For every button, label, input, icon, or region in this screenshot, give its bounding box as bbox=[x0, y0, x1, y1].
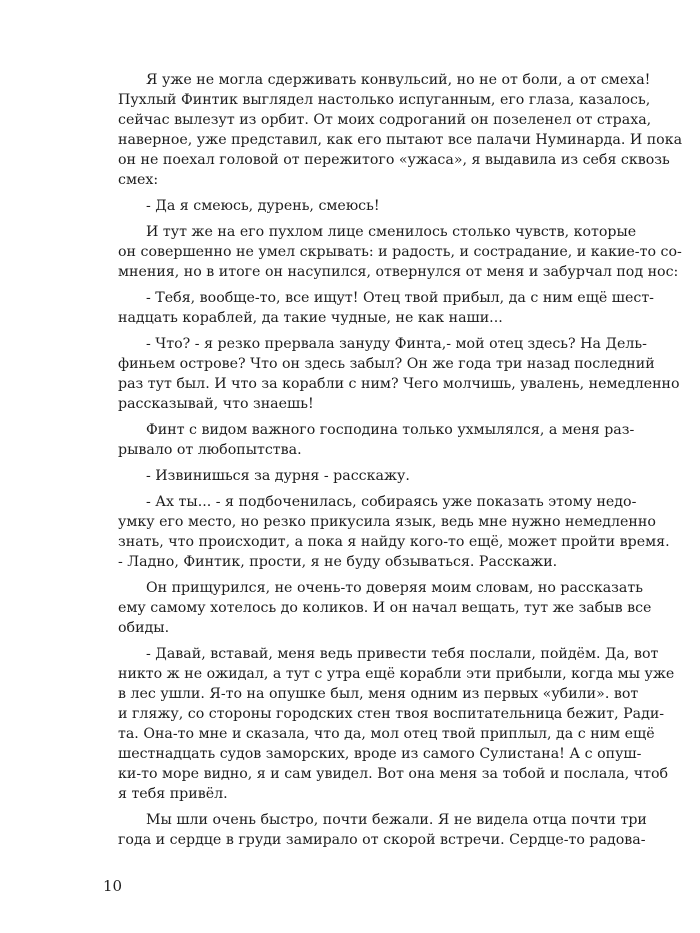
text-line: - Да я смеюсь, дурень, смеюсь! bbox=[146, 198, 380, 214]
text-line: он совершенно не умел скрывать: и радость, и сострадание, и какие-то со- bbox=[118, 244, 682, 260]
text-line: знать, что происходит, а пока я найду кого-то ещё, может пройти время. bbox=[118, 534, 670, 550]
text-line: в лес ушли. Я-то на опушке был, меня одним из первых «убили». вот bbox=[118, 686, 639, 702]
text-line: финьем острове? Что он здесь забыл? Он же года три назад последний bbox=[118, 356, 655, 372]
text-line: шестнадцать судов заморских, вроде из самого Сулистана! А с опуш- bbox=[118, 746, 642, 762]
text-line: Финт с видом важного господина только ухмылялся, а меня раз- bbox=[146, 422, 635, 438]
text-line: Мы шли очень быстро, почти бежали. Я не видела отца почти три bbox=[146, 812, 647, 828]
text-line: - Ладно, Финтик, прости, я не буду обзываться. Расскажи. bbox=[118, 554, 558, 570]
text-line: та. Она-то мне и сказала, что да, мол отец твой приплыл, да с ним ещё bbox=[118, 726, 655, 742]
text-line: - Что? - я резко прервала зануду Финта,- мой отец здесь? На Дель- bbox=[146, 336, 647, 352]
text-line: умку его место, но резко прикусила язык, ведь мне нужно немедленно bbox=[118, 514, 656, 530]
text-line: рассказывай, что знаешь! bbox=[118, 396, 314, 412]
text-line: никто ж не ожидал, а тут с утра ещё корабли эти прибыли, когда мы уже bbox=[118, 666, 675, 682]
page-text bbox=[118, 70, 683, 850]
text-line: он не поехал головой от пережитого «ужаса», я выдавила из себя сквозь bbox=[118, 152, 670, 168]
text-line: ки-то море видно, я и сам увидел. Вот она меня за тобой и послала, чтоб bbox=[118, 766, 669, 782]
text-line: - Давай, вставай, меня ведь привести тебя послали, пойдём. Да, вот bbox=[146, 646, 659, 662]
text-line: - Извинишься за дурня - расскажу. bbox=[146, 468, 410, 484]
text-line: Пухлый Финтик выглядел настолько испуганным, его глаза, казалось, bbox=[118, 92, 651, 108]
text-line: И тут же на его пухлом лице сменилось столько чувств, которые bbox=[146, 224, 637, 240]
text-line: рывало от любопытства. bbox=[118, 442, 302, 458]
text-line: обиды. bbox=[118, 620, 170, 636]
text-line: ему самому хотелось до коликов. И он начал вещать, тут же забыв все bbox=[118, 600, 652, 616]
text-line: я тебя привёл. bbox=[118, 786, 228, 802]
page-number: 10 bbox=[103, 877, 123, 895]
text-line: наверное, уже представил, как его пытают все палачи Нуминарда. И пока bbox=[118, 132, 683, 148]
text-line: года и сердце в груди замирало от скорой встречи. Сердце-то радова- bbox=[118, 832, 646, 848]
text-line: смех: bbox=[118, 172, 159, 188]
text-line: - Тебя, вообще-то, все ищут! Отец твой прибыл, да с ним ещё шест- bbox=[146, 290, 654, 306]
text-line: Я уже не могла сдерживать конвульсий, но не от боли, а от смеха! bbox=[146, 72, 651, 88]
text-line: сейчас вылезут из орбит. От моих содроганий он позеленел от страха, bbox=[118, 112, 652, 128]
text-line: - Ах ты... - я подбоченилась, собираясь уже показать этому недо- bbox=[146, 494, 637, 510]
text-line: раз тут был. И что за корабли с ним? Чего молчишь, увалень, немедленно bbox=[118, 376, 680, 392]
text-line: мнения, но в итоге он насупился, отвернулся от меня и забурчал под нос: bbox=[118, 264, 679, 280]
text-line: Он прищурился, не очень-то доверяя моим словам, но рассказать bbox=[146, 580, 643, 596]
text-line: надцать кораблей, да такие чудные, не как наши... bbox=[118, 310, 503, 326]
text-line: и гляжу, со стороны городских стен твоя воспитательница бежит, Ради- bbox=[118, 706, 665, 722]
